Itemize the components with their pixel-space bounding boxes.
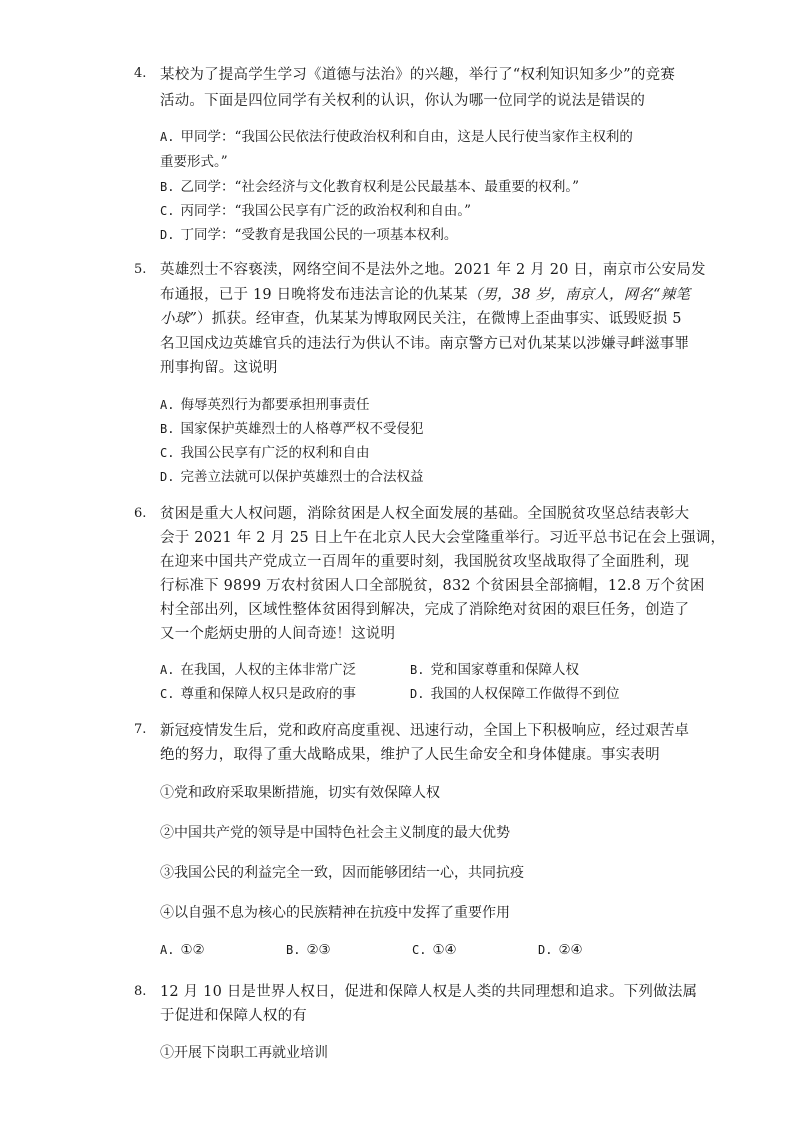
question-stem-line: 又一个彪炳史册的人间奇迹！这说明: [160, 626, 396, 642]
option-d: [410, 682, 619, 702]
option-text: 丁同学：“受教育是我国公民的一项基本权利。: [180, 227, 458, 243]
option-text: 重要形式。”: [160, 154, 228, 170]
option-label: C.: [160, 204, 175, 218]
option-label: A.: [160, 663, 175, 677]
question-stem-line: 某校为了提高学生学习《道德与法治》的兴趣，举行了“权利知识知多少”的竞赛: [160, 67, 676, 83]
option-label: D.: [160, 228, 175, 242]
option-a-continued: [160, 150, 228, 170]
statement-1: ①开展下岗职工再就业培训: [160, 1045, 328, 1061]
option-text: 乙同学：“社会经济与文化教育权利是公民最基本、最重要的权利。”: [180, 179, 580, 195]
question-stem-line: 会于 2021 年 2 月 25 日上午在北京人民大会堂隆重举行。习近平总书记在会上强调，: [160, 530, 726, 546]
option-label: A.: [160, 943, 175, 957]
stem-text: ）抓获。经审查，仇某某为博取网民关注，在微博上歪曲事实、诋毁贬损 5: [197, 311, 682, 327]
statement-2: ②中国共产党的领导是中国特色社会主义制度的最大优势: [160, 825, 510, 841]
option-text: 我国公民享有广泛的权利和自由: [180, 445, 370, 461]
option-b: [286, 942, 331, 958]
question-stem-line: 英雄烈士不容亵渎，网络空间不是法外之地。2021 年 2 月 20 日，南京市公安局发: [160, 262, 706, 278]
option-d: [538, 942, 583, 958]
option-label: B.: [410, 663, 425, 677]
option-text: 侮辱英烈行为都要承担刑事责任: [180, 397, 370, 413]
option-c: [412, 942, 457, 958]
option-text: ①④: [432, 942, 457, 958]
statement-1: ①党和政府采取果断措施，切实有效保障人权: [160, 785, 440, 801]
option-d: [160, 465, 423, 485]
option-label: C.: [412, 943, 427, 957]
option-label: A.: [160, 398, 175, 412]
option-label: B.: [160, 422, 175, 436]
stem-italic-text: 小球”: [160, 311, 198, 327]
question-stem-line: 行标准下 9899 万农村贫困人口全部脱贫，832 个贫困县全部摘帽，12.8 万个贫困: [160, 578, 705, 594]
question-number: 5.: [134, 262, 147, 277]
question-number: 4.: [134, 66, 147, 81]
option-label: C.: [160, 446, 175, 460]
option-label: A.: [160, 130, 175, 144]
question-stem-line: 名卫国戍边英雄官兵的违法行为供认不讳。南京警方已对仇某某以涉嫌寻衅滋事罪: [160, 336, 690, 352]
option-b: [160, 417, 423, 437]
option-label: D.: [538, 943, 553, 957]
question-stem-line: 新冠疫情发生后，党和政府高度重视、迅速行动，全国上下积极响应，经过艰苦卓: [160, 723, 690, 739]
option-d: [160, 223, 457, 243]
question-number: 6.: [134, 506, 147, 521]
option-c: [160, 199, 471, 219]
option-text: 我国的人权保障工作做得不到位: [430, 686, 620, 702]
option-text: ②③: [306, 942, 331, 958]
option-text: 完善立法就可以保护英雄烈士的合法权益: [180, 469, 424, 485]
option-label: B.: [286, 943, 301, 957]
option-label: C.: [160, 687, 175, 701]
question-stem-line: 绝的努力，取得了重大战略成果，维护了人民生命安全和身体健康。事实表明: [160, 747, 660, 763]
option-b: [410, 658, 579, 678]
option-c: [160, 682, 356, 702]
question-stem-line: 村全部出列，区域性整体贫困得到解决，完成了消除绝对贫困的艰巨任务，创造了: [160, 602, 690, 618]
question-stem-line: 贫困是重大人权问题，消除贫困是人权全面发展的基础。全国脱贫攻坚总结表彰大: [160, 506, 690, 522]
question-number: 7.: [134, 722, 147, 737]
option-text: 党和国家尊重和保障人权: [430, 662, 579, 678]
option-text: 甲同学：“我国公民依法行使政治权利和自由，这是人民行使当家作主权利的: [180, 129, 633, 145]
option-c: [160, 441, 369, 461]
option-text: ①②: [180, 942, 205, 958]
option-a: [160, 393, 369, 413]
option-a: [160, 125, 633, 145]
option-text: 国家保护英雄烈士的人格尊严权不受侵犯: [180, 421, 424, 437]
option-a: [160, 658, 356, 678]
option-text: 丙同学：“我国公民享有广泛的政治权利和自由。”: [180, 203, 472, 219]
question-stem-line: 于促进和保障人权的有: [160, 1008, 307, 1024]
question-number: 8.: [134, 984, 147, 999]
question-stem-line: 刑事拘留。这说明: [160, 360, 278, 376]
question-stem-line: 12 月 10 日是世界人权日，促进和保障人权是人类的共同理想和追求。下列做法属: [160, 984, 698, 1000]
question-stem-line: [160, 283, 691, 304]
option-text: ②④: [558, 942, 583, 958]
question-stem-line: [160, 307, 682, 328]
option-text: 在我国，人权的主体非常广泛: [180, 662, 356, 678]
stem-text: 布通报，已于 19 日晚将发布违法言论的仇某某: [160, 287, 468, 303]
statement-3: ③我国公民的利益完全一致，因而能够团结一心，共同抗疫: [160, 865, 524, 881]
option-label: D.: [160, 470, 175, 484]
question-stem-line: 活动。下面是四位同学有关权利的认识，你认为哪一位同学的说法是错误的: [160, 93, 646, 109]
option-b: [160, 175, 579, 195]
question-stem-line: 在迎来中国共产党成立一百周年的重要时刻，我国脱贫攻坚战取得了全面胜利，现: [160, 554, 690, 570]
option-a: [160, 942, 205, 958]
stem-italic-text: （男，38 岁，南京人，网名“辣笔: [467, 287, 691, 303]
statement-4: ④以自强不息为核心的民族精神在抗疫中发挥了重要作用: [160, 905, 510, 921]
option-label: D.: [410, 687, 425, 701]
option-label: B.: [160, 180, 175, 194]
option-text: 尊重和保障人权只是政府的事: [180, 686, 356, 702]
